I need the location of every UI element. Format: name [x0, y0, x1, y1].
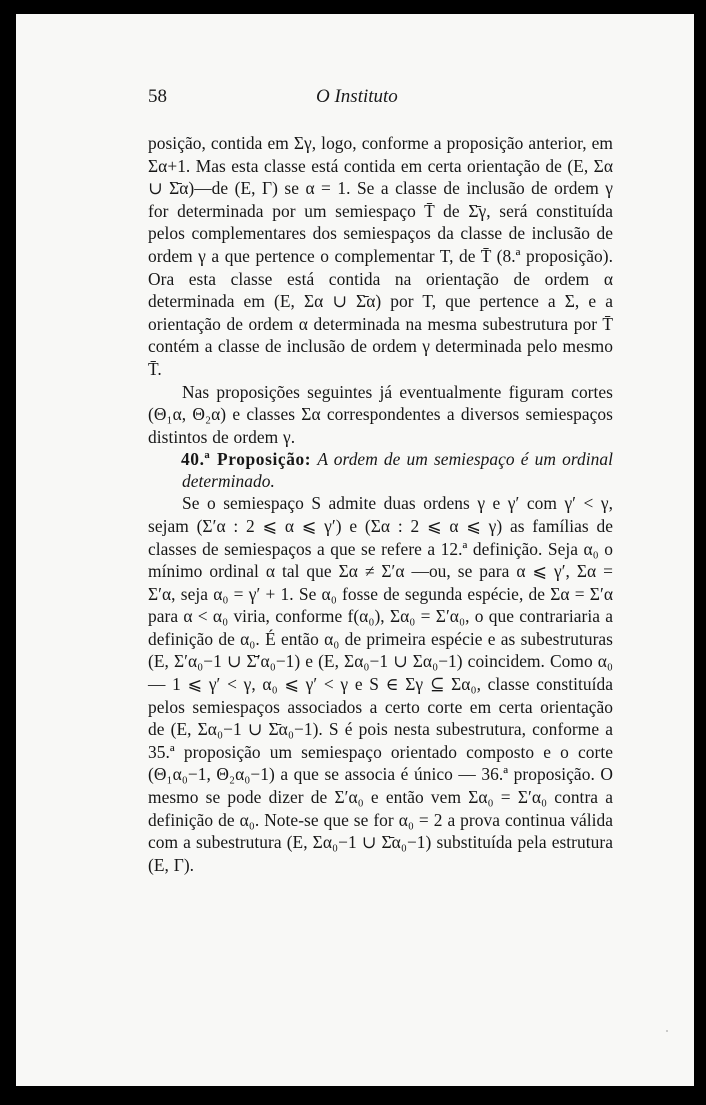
scan-speck	[666, 1030, 668, 1032]
paragraph-continuation: posição, contida em Σγ, logo, conforme a proposição anterior, em Σα+1. Mas esta classe está contida em certa orientação de (E, Σα ∪ Σ̄α)—de (E, Γ) se α = 1. Se a classe de inclusão de ordem γ for determinada por um semiespaço T̄ de Σ̄γ, será constituída pelos complementares dos semiespaços da classe de inclusão de ordem γ a que pertence o complementar T, de T̄ (8.ª proposição). Ora esta classe está contida na orientação de ordem α determinada em (E, Σα ∪ Σ̄α) por T, que pertence a Σ, e a orientação de ordem α determinada na mesma subestrutura por T̄ contém a classe de inclusão de ordem γ determinada pelo mesmo T̄.	[148, 133, 613, 379]
journal-title: O Instituto	[316, 86, 398, 107]
paragraph-proof: Se o semiespaço S admite duas ordens γ e γ′ com γ′ < γ, sejam (Σ′α : 2 ⩽ α ⩽ γ′) e (Σα : 2 ⩽ α ⩽ γ) as famílias de classes de semiespaços a que se refere a 12.ª definição. Seja α₀ o mínimo ordinal α tal que Σα ≠ Σ′α —ou, se para α ⩽ γ′, Σα = Σ′α, seja α₀ = γ′ + 1. Se α₀ fosse de segunda espécie, de Σα = Σ′α para α < α₀ viria, conforme f(α₀), Σα₀ = Σ′α₀, o que contrariaria a definição de α₀. É então α₀ de primeira espécie e as subestruturas (E, Σ′α₀−1 ∪ Σ̄′α₀−1) e (E, Σα₀−1 ∪ Σα₀−1) coincidem. Como α₀ — 1 ⩽ γ′ < γ, α₀ ⩽ γ′ < γ e S ∈ Σγ ⊆ Σα₀, classe constituída pelos semiespaços associados a certo corte em certa orientação de (E, Σα₀−1 ∪ Σ̄α₀−1). S é pois nesta subestrutura, conforme a 35.ª proposição um semiespaço orientado composto e o corte (Θ₁α₀−1, Θ₂α₀−1) a que se associa é único — 36.ª proposição. O mesmo se pode dizer de Σ′α₀ e então vem Σα₀ = Σ′α₀ contra a definição de α₀. Note-se que se for α₀ = 2 a prova continua válida com a subestrutura (E, Σα₀−1 ∪ Σ̄α₀−1) substituída pela estrutura (E, Γ).	[148, 493, 613, 875]
paragraph-cuts-note: Nas proposições seguintes já eventualmente figuram cortes (Θ₁α, Θ₂α) e classes Σα correspondentes a diversos semiespaços distintos de ordem γ.	[148, 381, 613, 447]
page-number: 58	[148, 86, 167, 107]
proposition-statement: A ordem de um semiespaço é um ordinal determinado.	[182, 449, 613, 492]
body-text	[148, 132, 613, 876]
proposition-label: 40.ª Proposição:	[181, 449, 312, 470]
proposition-heading	[148, 448, 613, 492]
document-page	[16, 14, 694, 1086]
running-header	[148, 86, 618, 110]
